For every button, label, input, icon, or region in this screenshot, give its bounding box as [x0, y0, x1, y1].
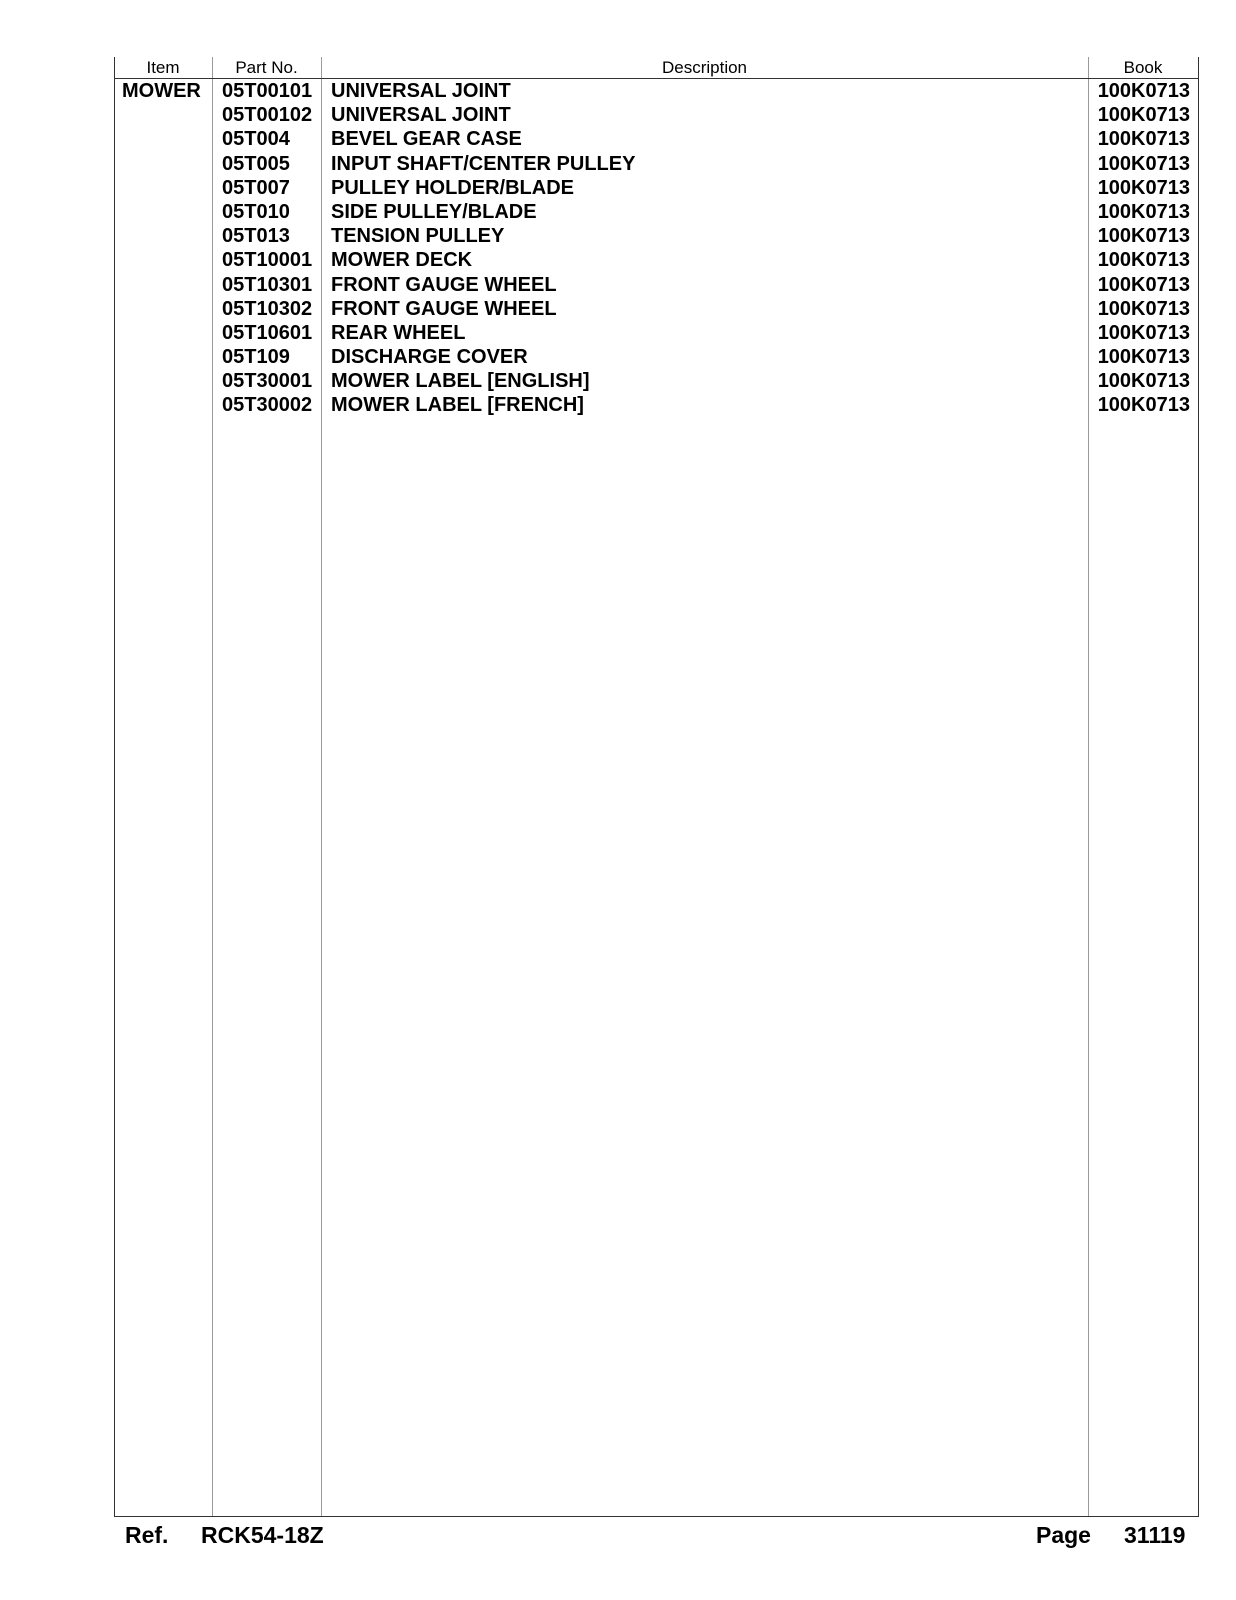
description-cell: FRONT GAUGE WHEEL	[331, 273, 557, 296]
book-cell: 100K0713	[1097, 346, 1190, 369]
table-row	[0, 176, 1236, 200]
table-row	[0, 321, 1236, 345]
part-no-cell: 05T10601	[222, 321, 313, 344]
column-header-item: Item	[146, 58, 180, 77]
table-row	[0, 127, 1236, 151]
part-no-cell: 05T010	[222, 200, 290, 223]
description-cell: MOWER LABEL [FRENCH]	[331, 394, 584, 417]
book-cell: 100K0713	[1097, 152, 1190, 175]
book-cell: 100K0713	[1097, 249, 1190, 272]
column-header-book: Book	[1123, 58, 1163, 77]
book-cell: 100K0713	[1097, 176, 1190, 199]
description-cell: TENSION PULLEY	[331, 225, 505, 248]
description-cell: MOWER LABEL [ENGLISH]	[331, 370, 590, 393]
part-no-cell: 05T10301	[222, 273, 313, 296]
part-no-cell: 05T00102	[222, 104, 313, 127]
page-label: Page	[1036, 1522, 1091, 1548]
page-number: 31119	[1124, 1522, 1186, 1548]
ref-value: RCK54-18Z	[201, 1522, 324, 1548]
item-cell: MOWER	[122, 80, 201, 102]
description-cell: UNIVERSAL JOINT	[331, 80, 511, 102]
part-no-cell: 05T005	[222, 152, 290, 175]
description-cell: INPUT SHAFT/CENTER PULLEY	[331, 152, 636, 175]
book-cell: 100K0713	[1097, 200, 1190, 223]
table-row	[0, 369, 1236, 393]
table-row	[0, 79, 1236, 103]
part-no-cell: 05T013	[222, 225, 290, 248]
book-cell: 100K0713	[1097, 370, 1190, 393]
book-cell: 100K0713	[1097, 80, 1190, 102]
description-cell: MOWER DECK	[331, 249, 473, 272]
table-border-bottom	[114, 1516, 1199, 1517]
part-no-cell: 05T10001	[222, 249, 313, 272]
description-cell: DISCHARGE COVER	[331, 346, 528, 369]
book-cell: 100K0713	[1097, 394, 1190, 417]
column-header-part-no: Part No.	[235, 58, 298, 77]
part-no-cell: 05T10302	[222, 297, 313, 320]
book-cell: 100K0713	[1097, 273, 1190, 296]
table-row	[0, 152, 1236, 176]
book-cell: 100K0713	[1097, 321, 1190, 344]
part-no-cell: 05T007	[222, 176, 290, 199]
table-row	[0, 297, 1236, 321]
table-row	[0, 273, 1236, 297]
table-row	[0, 103, 1236, 127]
description-cell: PULLEY HOLDER/BLADE	[331, 176, 574, 199]
description-cell: UNIVERSAL JOINT	[331, 104, 511, 127]
description-cell: REAR WHEEL	[331, 321, 466, 344]
part-no-cell: 05T30002	[222, 394, 313, 417]
description-cell: BEVEL GEAR CASE	[331, 128, 522, 151]
description-cell: FRONT GAUGE WHEEL	[331, 297, 557, 320]
book-cell: 100K0713	[1097, 128, 1190, 151]
part-no-cell: 05T109	[222, 346, 290, 369]
part-no-cell: 05T00101	[222, 80, 313, 102]
book-cell: 100K0713	[1097, 297, 1190, 320]
part-no-cell: 05T30001	[222, 370, 313, 393]
table-row	[0, 224, 1236, 248]
table-row	[0, 248, 1236, 272]
description-cell: SIDE PULLEY/BLADE	[331, 200, 537, 223]
book-cell: 100K0713	[1097, 225, 1190, 248]
book-cell: 100K0713	[1097, 104, 1190, 127]
part-no-cell: 05T004	[222, 128, 290, 151]
ref-label: Ref.	[125, 1522, 169, 1548]
table-row	[0, 393, 1236, 417]
column-header-description: Description	[661, 58, 748, 77]
table-row	[0, 200, 1236, 224]
parts-table-body	[0, 79, 1236, 418]
table-row	[0, 345, 1236, 369]
